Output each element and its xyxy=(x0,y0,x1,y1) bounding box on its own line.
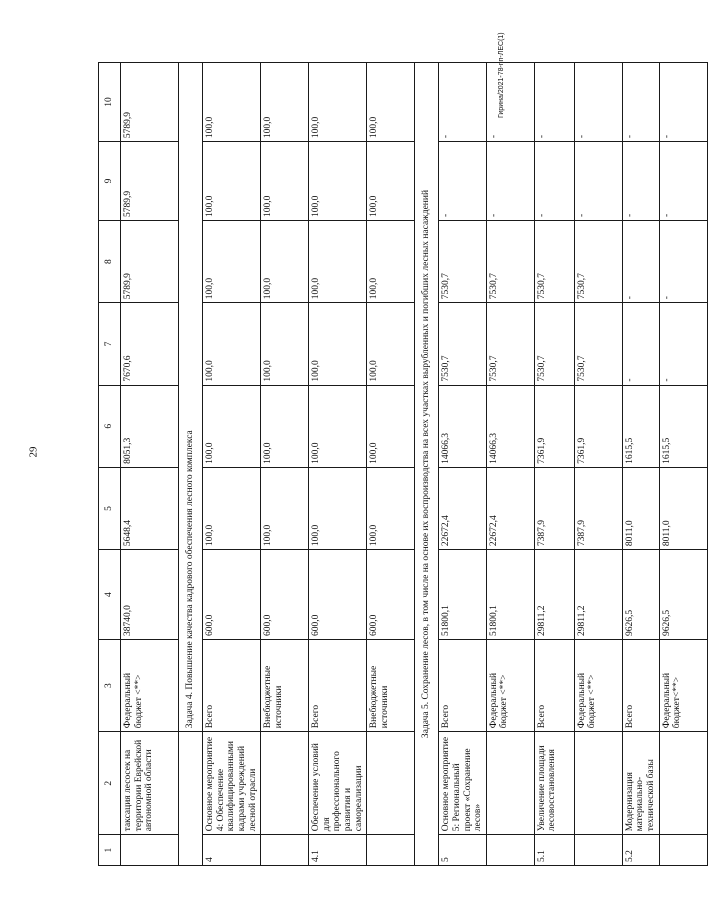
measure-name xyxy=(261,732,309,835)
row-number: 5.2 xyxy=(622,835,659,866)
header-cell: 6 xyxy=(99,385,121,467)
funding-source: Внебюджетные источники xyxy=(261,640,309,732)
value-cell: - xyxy=(659,63,707,142)
value-cell: 9626,5 xyxy=(622,550,659,640)
value-cell: 100,0 xyxy=(367,221,415,303)
value-cell: 100,0 xyxy=(367,303,415,385)
value-cell: 7670,6 xyxy=(121,303,179,385)
table-row xyxy=(309,63,367,866)
value-cell: 51800,1 xyxy=(486,550,534,640)
row-number xyxy=(121,835,179,866)
value-cell: 7361,9 xyxy=(534,385,574,467)
value-cell: - xyxy=(439,63,487,142)
value-cell: 100,0 xyxy=(261,142,309,221)
value-cell: - xyxy=(439,142,487,221)
value-cell: 7387,9 xyxy=(574,467,622,549)
table-body xyxy=(99,63,708,866)
task-heading: Задача 5. Сохранение лесов, в том числе на основе их воспроизводства на всех участках вырубленных и погибших лесных насаждений xyxy=(415,63,439,866)
row-number xyxy=(367,835,415,866)
task-row xyxy=(415,63,439,866)
value-cell: - xyxy=(659,142,707,221)
measure-name: Увеличение площади лесовосстановления xyxy=(534,732,574,835)
row-number: 5.1 xyxy=(534,835,574,866)
value-cell: 100,0 xyxy=(203,221,261,303)
value-cell: 100,0 xyxy=(203,303,261,385)
value-cell: 7530,7 xyxy=(534,221,574,303)
measure-name xyxy=(486,732,534,835)
value-cell: - xyxy=(659,221,707,303)
value-cell: 1615,5 xyxy=(622,385,659,467)
value-cell: 5789,9 xyxy=(121,221,179,303)
value-cell: 100,0 xyxy=(261,221,309,303)
value-cell: 100,0 xyxy=(261,467,309,549)
header-cell: 3 xyxy=(99,640,121,732)
header-row xyxy=(99,63,121,866)
value-cell: 100,0 xyxy=(309,142,367,221)
funding-source: Федеральный бюджет<**> xyxy=(659,640,707,732)
value-cell: 100,0 xyxy=(367,63,415,142)
table-row xyxy=(367,63,415,866)
value-cell: 38740,0 xyxy=(121,550,179,640)
table-row xyxy=(203,63,261,866)
value-cell: 600,0 xyxy=(367,550,415,640)
row-number xyxy=(659,835,707,866)
table-row xyxy=(574,63,622,866)
table-row xyxy=(439,63,487,866)
table-row xyxy=(534,63,574,866)
page-number: 29 xyxy=(27,446,40,458)
value-cell: 5648,4 xyxy=(121,467,179,549)
value-cell: 100,0 xyxy=(367,142,415,221)
value-cell: 51800,1 xyxy=(439,550,487,640)
value-cell: - xyxy=(534,142,574,221)
value-cell: - xyxy=(622,63,659,142)
value-cell: 100,0 xyxy=(309,63,367,142)
table-row xyxy=(659,63,707,866)
value-cell: 100,0 xyxy=(367,385,415,467)
value-cell: 7530,7 xyxy=(486,303,534,385)
header-cell: 5 xyxy=(99,467,121,549)
header-cell: 1 xyxy=(99,835,121,866)
value-cell: 7530,7 xyxy=(574,221,622,303)
table-row xyxy=(486,63,534,866)
measure-name xyxy=(574,732,622,835)
table-row xyxy=(261,63,309,866)
row-number: 4 xyxy=(203,835,261,866)
measure-name: таксация лесосек на территории Еврейской автономной области xyxy=(121,732,179,835)
value-cell: 29811,2 xyxy=(574,550,622,640)
value-cell: 100,0 xyxy=(261,385,309,467)
row-number xyxy=(486,835,534,866)
funding-source: Федеральный бюджет <**> xyxy=(574,640,622,732)
value-cell: 1615,5 xyxy=(659,385,707,467)
value-cell: 5789,9 xyxy=(121,63,179,142)
header-cell: 7 xyxy=(99,303,121,385)
value-cell: 7530,7 xyxy=(486,221,534,303)
measure-name xyxy=(367,732,415,835)
task-heading: Задача 4. Повышение качества кадрового обеспечения лесного комплекса xyxy=(179,63,203,732)
value-cell: 7387,9 xyxy=(534,467,574,549)
funding-source: Внебюджетные источники xyxy=(367,640,415,732)
funding-source: Всего xyxy=(622,640,659,732)
header-cell: 10 xyxy=(99,63,121,142)
document-stamp: Гирина/2021-78-пп-ЛЕС(1) xyxy=(498,32,505,118)
value-cell: 7530,7 xyxy=(534,303,574,385)
header-cell: 9 xyxy=(99,142,121,221)
value-cell: 600,0 xyxy=(309,550,367,640)
value-cell: 8011,0 xyxy=(659,467,707,549)
value-cell: 100,0 xyxy=(203,142,261,221)
value-cell: 100,0 xyxy=(203,467,261,549)
table-row xyxy=(622,63,659,866)
budget-table xyxy=(98,62,708,866)
value-cell: 7530,7 xyxy=(574,303,622,385)
row-number xyxy=(574,835,622,866)
value-cell: - xyxy=(574,142,622,221)
value-cell: - xyxy=(486,63,534,142)
rotated-table-wrapper xyxy=(98,62,683,866)
row-number xyxy=(261,835,309,866)
value-cell: 7530,7 xyxy=(439,303,487,385)
value-cell: 22672,4 xyxy=(439,467,487,549)
value-cell: 100,0 xyxy=(309,303,367,385)
value-cell: 14066,3 xyxy=(486,385,534,467)
measure-name: Основное мероприятие 4: Обеспечение квалифицированными кадрами учреждений лесной отрасли xyxy=(203,732,261,835)
measure-name: Обеспечение условий для профессионального развития и самореализации xyxy=(309,732,367,835)
value-cell: 29811,2 xyxy=(534,550,574,640)
value-cell: 100,0 xyxy=(367,467,415,549)
value-cell: 7530,7 xyxy=(439,221,487,303)
funding-source: Федеральный бюджет <**> xyxy=(121,640,179,732)
header-cell: 2 xyxy=(99,732,121,835)
value-cell: 9626,5 xyxy=(659,550,707,640)
value-cell: 600,0 xyxy=(261,550,309,640)
value-cell: - xyxy=(574,63,622,142)
header-cell: 8 xyxy=(99,221,121,303)
value-cell: 8011,0 xyxy=(622,467,659,549)
row-number: 4.1 xyxy=(309,835,367,866)
table-row xyxy=(121,63,179,866)
task-row xyxy=(179,63,203,866)
value-cell: - xyxy=(534,63,574,142)
value-cell: 5789,9 xyxy=(121,142,179,221)
measure-name xyxy=(659,732,707,835)
funding-source: Всего xyxy=(309,640,367,732)
value-cell: 100,0 xyxy=(261,63,309,142)
funding-source: Всего xyxy=(534,640,574,732)
value-cell: 7361,9 xyxy=(574,385,622,467)
value-cell: 22672,4 xyxy=(486,467,534,549)
value-cell: 14066,3 xyxy=(439,385,487,467)
value-cell: - xyxy=(622,142,659,221)
empty-cell xyxy=(179,732,203,835)
value-cell: - xyxy=(622,221,659,303)
value-cell: 100,0 xyxy=(309,221,367,303)
value-cell: 100,0 xyxy=(203,385,261,467)
funding-source: Федеральный бюджет <**> xyxy=(486,640,534,732)
value-cell: - xyxy=(659,303,707,385)
measure-name: Модернизация материально-технической базы xyxy=(622,732,659,835)
value-cell: - xyxy=(622,303,659,385)
value-cell: 8051,3 xyxy=(121,385,179,467)
row-number: 5 xyxy=(439,835,487,866)
value-cell: 600,0 xyxy=(203,550,261,640)
empty-cell xyxy=(179,835,203,866)
value-cell: 100,0 xyxy=(309,385,367,467)
header-cell: 4 xyxy=(99,550,121,640)
value-cell: 100,0 xyxy=(309,467,367,549)
value-cell: 100,0 xyxy=(203,63,261,142)
measure-name: Основное мероприятие 5: Региональный проект «Сохранение лесов» xyxy=(439,732,487,835)
funding-source: Всего xyxy=(203,640,261,732)
funding-source: Всего xyxy=(439,640,487,732)
value-cell: 100,0 xyxy=(261,303,309,385)
value-cell: - xyxy=(486,142,534,221)
